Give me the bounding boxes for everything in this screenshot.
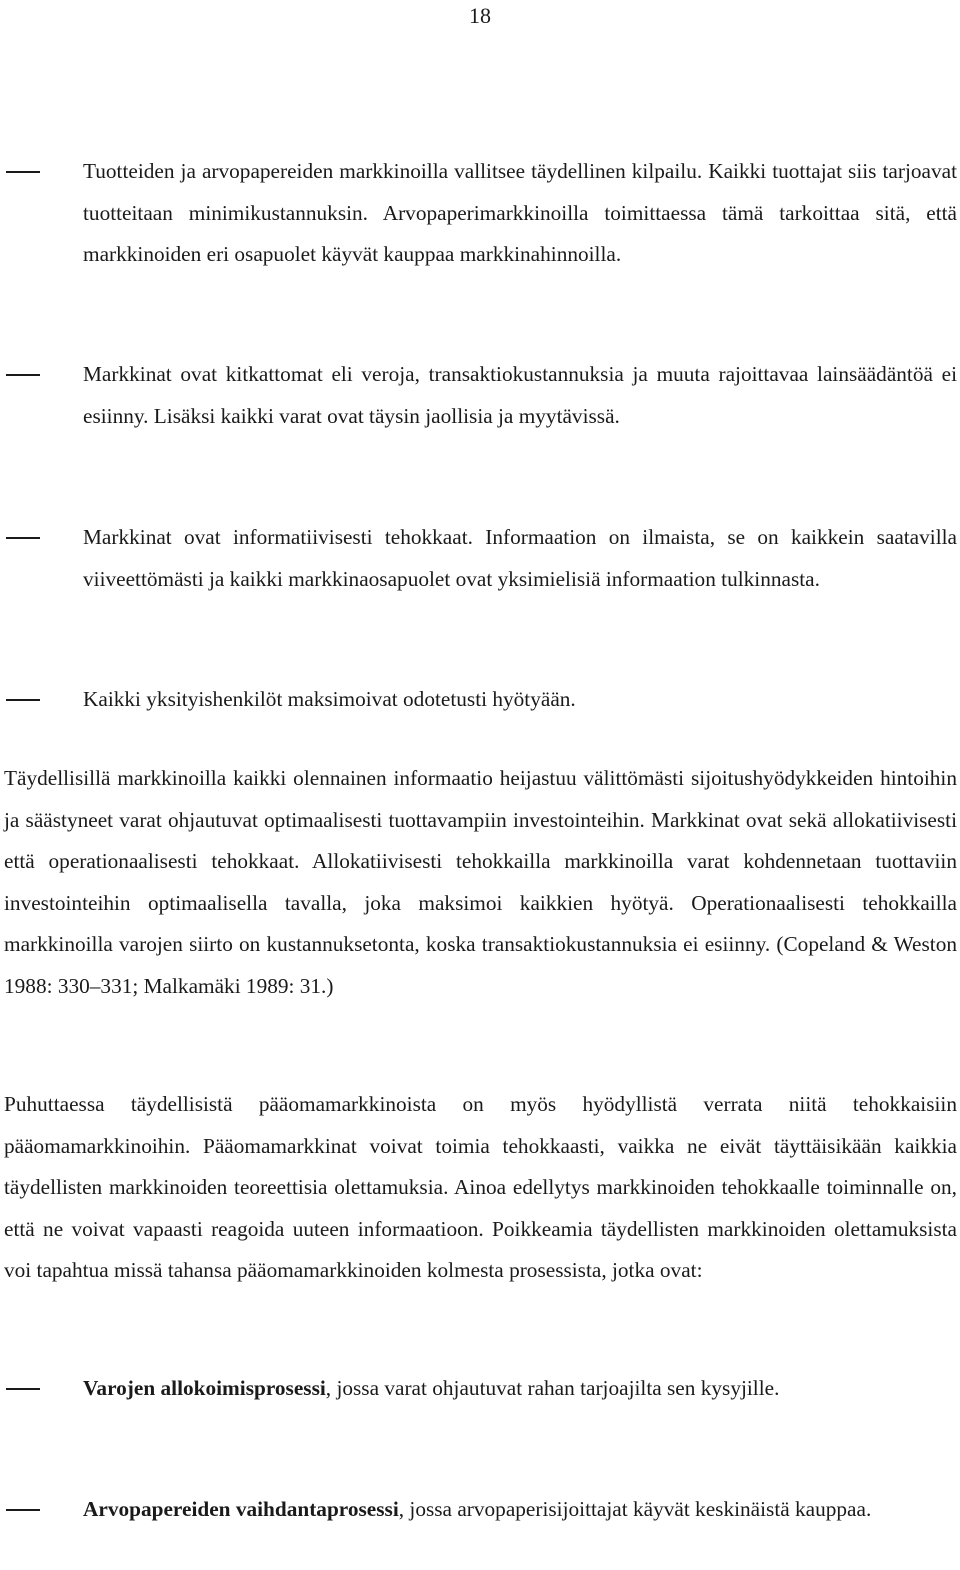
list-item-rest: , jossa varat ohjautuvat rahan tarjoajilta sen kysyjille. xyxy=(325,1376,780,1400)
page-number: 18 xyxy=(469,3,491,28)
list-item xyxy=(0,1368,960,1410)
list-item xyxy=(0,151,960,276)
list-item-term: Varojen allokoimisprosessi xyxy=(83,1376,326,1400)
list-item xyxy=(0,1489,960,1531)
list-item-rest: , jossa arvopaperisijoittajat käyvät keskinäistä kauppaa. xyxy=(398,1497,872,1521)
list-item-term: Arvopapereiden vaihdantaprosessi xyxy=(83,1497,399,1521)
dash-bullet-icon xyxy=(6,1509,40,1511)
list-item-text: Kaikki yksityishenkilöt maksimoivat odotetusti hyötyään. xyxy=(83,687,576,711)
dash-bullet-icon xyxy=(6,699,40,701)
list-item-text xyxy=(83,1368,957,1410)
dash-bullet-icon xyxy=(6,171,40,173)
list-item-text: Markkinat ovat kitkattomat eli veroja, transaktiokustannuksia ja muuta rajoittavaa lainsäädäntöä ei esiinny. Lisäksi kaikki varat ovat täysin jaollisia ja myytävissä. xyxy=(83,362,957,428)
dash-bullet-icon xyxy=(6,374,40,376)
body-paragraph: Täydellisillä markkinoilla kaikki olennainen informaatio heijastuu välittömästi sijoitushyödykkeiden hintoihin ja säästyneet varat ohjautuvat optimaalisesti tuottavampiin investointeihin. Markkinat ovat sekä allokatiivisesti että operationaalisesti tehokkaat. Allokatiivisesti tehokkailla markkinoilla varat kohdennetaan tuottaviin investointeihin optimaalisella tavalla, joka maksimoi kaikkien hyötyä. Operationaalisesti tehokkailla markkinoilla varojen siirto on kustannuksetonta, koska transaktiokustannuksia ei esiinny. (Copeland & Weston 1988: 330–331; Malkamäki 1989: 31.) xyxy=(4,766,957,998)
list-item xyxy=(0,354,960,437)
body-paragraph: Puhuttaessa täydellisistä pääomamarkkinoista on myös hyödyllistä verrata niitä tehokkaisiin pääomamarkkinoihin. Pääomamarkkinat voivat toimia tehokkaasti, vaikka ne eivät täyttäisikään kaikkia täydellisten markkinoiden teoreettisia olettamuksia. Ainoa edellytys markkinoiden tehokkaalle toiminnalle on, että ne voivat vapaasti reagoida uuteen informaatioon. Poikkeamia täydellisten markkinoiden olettamuksista voi tapahtua missä tahansa pääomamarkkinoiden kolmesta prosessista, jotka ovat: xyxy=(4,1092,957,1282)
list-item-text: Tuotteiden ja arvopapereiden markkinoilla vallitsee täydellinen kilpailu. Kaikki tuottajat siis tarjoavat tuotteitaan minimikustannuksin. Arvopaperimarkkinoilla toimittaessa tämä tarkoittaa sitä, että markkinoiden eri osapuolet käyvät kauppaa markkinahinnoilla. xyxy=(83,159,957,266)
list-item xyxy=(0,517,960,600)
list-item xyxy=(0,679,960,721)
dash-bullet-icon xyxy=(6,1388,40,1390)
list-item-text xyxy=(83,1489,957,1531)
dash-bullet-icon xyxy=(6,537,40,539)
list-item-text: Markkinat ovat informatiivisesti tehokkaat. Informaation on ilmaista, se on kaikkein saatavilla viiveettömästi ja kaikki markkinaosapuolet ovat yksimielisiä informaation tulkinnasta. xyxy=(83,525,957,591)
